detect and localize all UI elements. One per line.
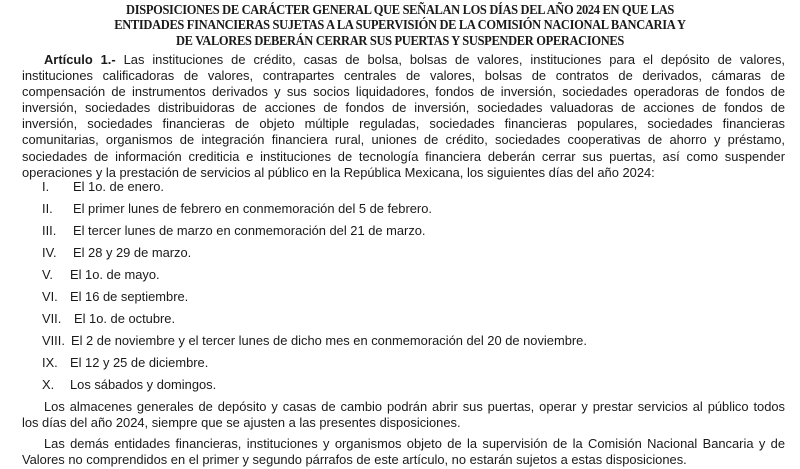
list-numeral: III. — [42, 223, 57, 238]
p2-line-2: los días del año 2024, siempre que se ajusten a las presentes disposiciones. — [22, 415, 461, 431]
list-text: El 28 y 29 de marzo. — [73, 245, 192, 260]
title-line-2: ENTIDADES FINANCIERAS SUJETAS A LA SUPERVISIÓN DE LA COMISIÓN NACIONAL BANCARIA Y — [114, 17, 686, 33]
list-numeral: IX. — [42, 355, 58, 370]
list-item — [42, 266, 160, 284]
list-item — [42, 244, 191, 262]
article-intro-paragraph — [22, 52, 785, 181]
list-numeral: VII. — [42, 311, 62, 326]
list-item — [42, 222, 426, 240]
list-numeral: I. — [42, 179, 50, 194]
list-numeral: IV. — [42, 245, 57, 260]
almacenes-paragraph — [22, 399, 785, 431]
demas-entidades-paragraph — [22, 436, 785, 468]
list-text: El 2 de noviembre y el tercer lunes de dicho mes en conmemoración del 20 de noviembre. — [71, 333, 587, 348]
list-item — [42, 288, 188, 306]
list-item — [42, 376, 216, 394]
intro-line-7: sociedades de información crediticia e instituciones de tecnología financiera deberán cerrar sus puertas, así como suspender — [22, 148, 785, 164]
intro-line-2: instituciones calificadoras de valores, contrapartes centrales de valores, bolsas de contratos de derivados, cámaras de — [22, 68, 785, 84]
list-item — [42, 354, 208, 372]
intro-line-6: comunitarias, organismos de integración financiera rural, uniones de crédito, sociedades cooperativas de ahorro y préstamo, — [22, 132, 785, 148]
intro-line-8: operaciones y la prestación de servicios al público en la República Mexicana, los siguientes días del año 2024: — [22, 164, 655, 180]
list-text: El 1o. de mayo. — [70, 267, 160, 282]
list-text: El 16 de septiembre. — [70, 289, 189, 304]
list-text: Los sábados y domingos. — [70, 377, 217, 392]
list-numeral: VIII. — [42, 333, 65, 348]
p3-line-1: Las demás entidades financieras, instituciones y organismos objeto de la supervisión de la Comisión Nacional Bancaria y de — [44, 436, 785, 451]
list-item — [42, 332, 587, 350]
list-text: El 12 y 25 de diciembre. — [70, 355, 209, 370]
intro-line-5: inversión, sociedades financieras de objeto múltiple reguladas, sociedades financieras populares, sociedades financieras — [22, 116, 785, 132]
list-text: El tercer lunes de marzo en conmemoración del 21 de marzo. — [73, 223, 426, 238]
list-numeral: V. — [42, 267, 53, 282]
title-line-1: DISPOSICIONES DE CARÁCTER GENERAL QUE SEÑALAN LOS DÍAS DEL AÑO 2024 EN QUE LAS — [126, 2, 674, 17]
list-text: El 1o. de enero. — [73, 179, 165, 194]
intro-line-3: compensación de instrumentos derivados y sus socios liquidadores, fondos de inversión, sociedades operadoras de fondos de — [22, 84, 785, 100]
list-item — [42, 200, 432, 218]
p3-line-2: Valores no comprendidos en el primer y segundo párrafos de este artículo, no estarán sujetos a estas disposiciones. — [22, 452, 687, 468]
list-item — [42, 178, 164, 196]
list-numeral: VI. — [42, 289, 58, 304]
list-text: El primer lunes de febrero en conmemoración del 5 de febrero. — [73, 201, 432, 216]
article-label: Artículo 1.- — [44, 52, 116, 67]
document-title — [28, 2, 772, 48]
p2-line-1: Los almacenes generales de depósito y casas de cambio podrán abrir sus puertas, operar y prestar servicios al público todos — [44, 399, 785, 414]
list-text: El 1o. de octubre. — [74, 311, 176, 326]
list-numeral: X. — [42, 377, 55, 392]
title-line-3: DE VALORES DEBERÁN CERRAR SUS PUERTAS Y SUSPENDER OPERACIONES — [176, 32, 624, 48]
list-item — [42, 310, 175, 328]
intro-line-4: inversión, sociedades distribuidoras de acciones de fondos de inversión, sociedades valuadoras de acciones de fondos de — [22, 100, 785, 116]
list-numeral: II. — [42, 201, 53, 216]
intro-line-1 — [22, 52, 785, 68]
intro-line-1-text: Las instituciones de crédito, casas de bolsa, bolsas de valores, instituciones para el depósito de valores, — [115, 52, 785, 67]
